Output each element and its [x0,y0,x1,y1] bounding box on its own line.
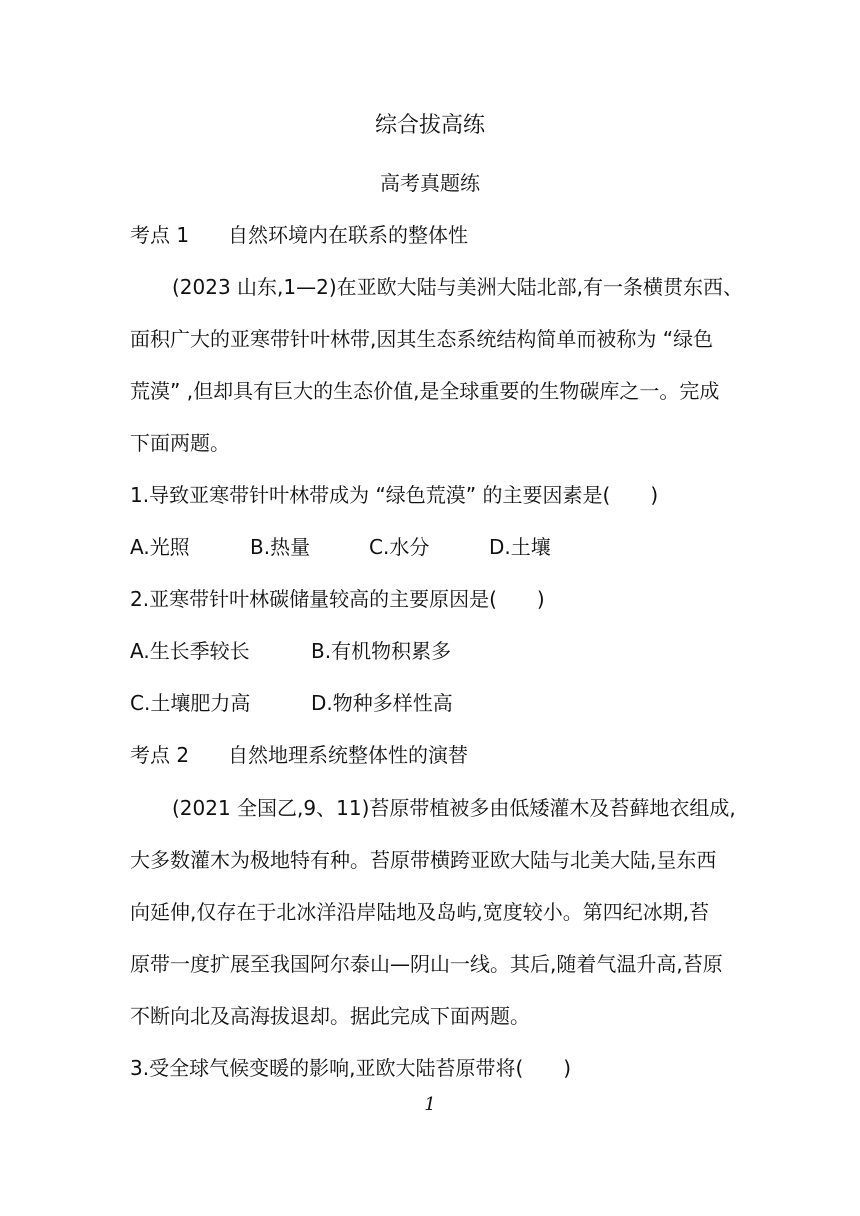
passage-1-line: 荒漠” ,但却具有巨大的生态价值,是全球重要的生物碳库之一。完成 [130,379,720,403]
question-2-options-row2 [130,690,730,716]
section-name: 自然环境内在联系的整体性 [228,223,468,247]
page-title: 综合拔高练 [374,113,485,138]
option-c: C.土壤肥力高 [130,691,251,715]
option-a: A.生长季较长 [130,639,250,663]
section-heading-2 [130,742,468,768]
option-c: C.水分 [369,535,430,559]
passage-2-line: 不断向北及高海拔退却。据此完成下面两题。 [130,1004,530,1028]
passage-1-line: 面积广大的亚寒带针叶林带,因其生态系统结构简单而被称为 “绿色 [130,327,714,351]
option-d: D.物种多样性高 [311,691,453,715]
question-2-options-row1 [130,638,730,664]
option-a: A.光照 [130,535,190,559]
question-1-options [130,534,730,560]
option-b: B.热量 [250,535,311,559]
passage-1-line: 下面两题。 [130,431,230,455]
question-1-stem: 1.导致亚寒带针叶林带成为 “绿色荒漠” 的主要因素是( ) [130,483,659,507]
page-number: 1 [424,1094,436,1115]
option-b: B.有机物积累多 [311,639,452,663]
passage-2-line: 向延伸,仅存在于北冰洋沿岸陆地及岛屿,宽度较小。第四纪冰期,苔 [130,900,710,924]
question-3-stem: 3.受全球气候变暖的影响,亚欧大陆苔原带将( ) [130,1056,572,1080]
option-d: D.土壤 [489,535,551,559]
passage-2-line: 原带一度扩展至我国阿尔泰山—阴山一线。其后,随着气温升高,苔原 [130,952,723,976]
passage-2-line: (2021 全国乙,9、11)苔原带植被多由低矮灌木及苔藓地衣组成, [172,796,736,820]
passage-2-line: 大多数灌木为极地特有种。苔原带横跨亚欧大陆与北美大陆,呈东西 [130,848,717,872]
section-label: 考点 2 [130,743,190,767]
section-label: 考点 1 [130,223,190,247]
section-heading-1 [130,222,468,248]
question-2-stem: 2.亚寒带针叶林碳储量较高的主要原因是( ) [130,587,545,611]
section-name: 自然地理系统整体性的演替 [228,743,468,767]
page-subtitle: 高考真题练 [380,171,480,195]
passage-1-line: (2023 山东,1—2)在亚欧大陆与美洲大陆北部,有一条横贯东西、 [172,275,744,299]
